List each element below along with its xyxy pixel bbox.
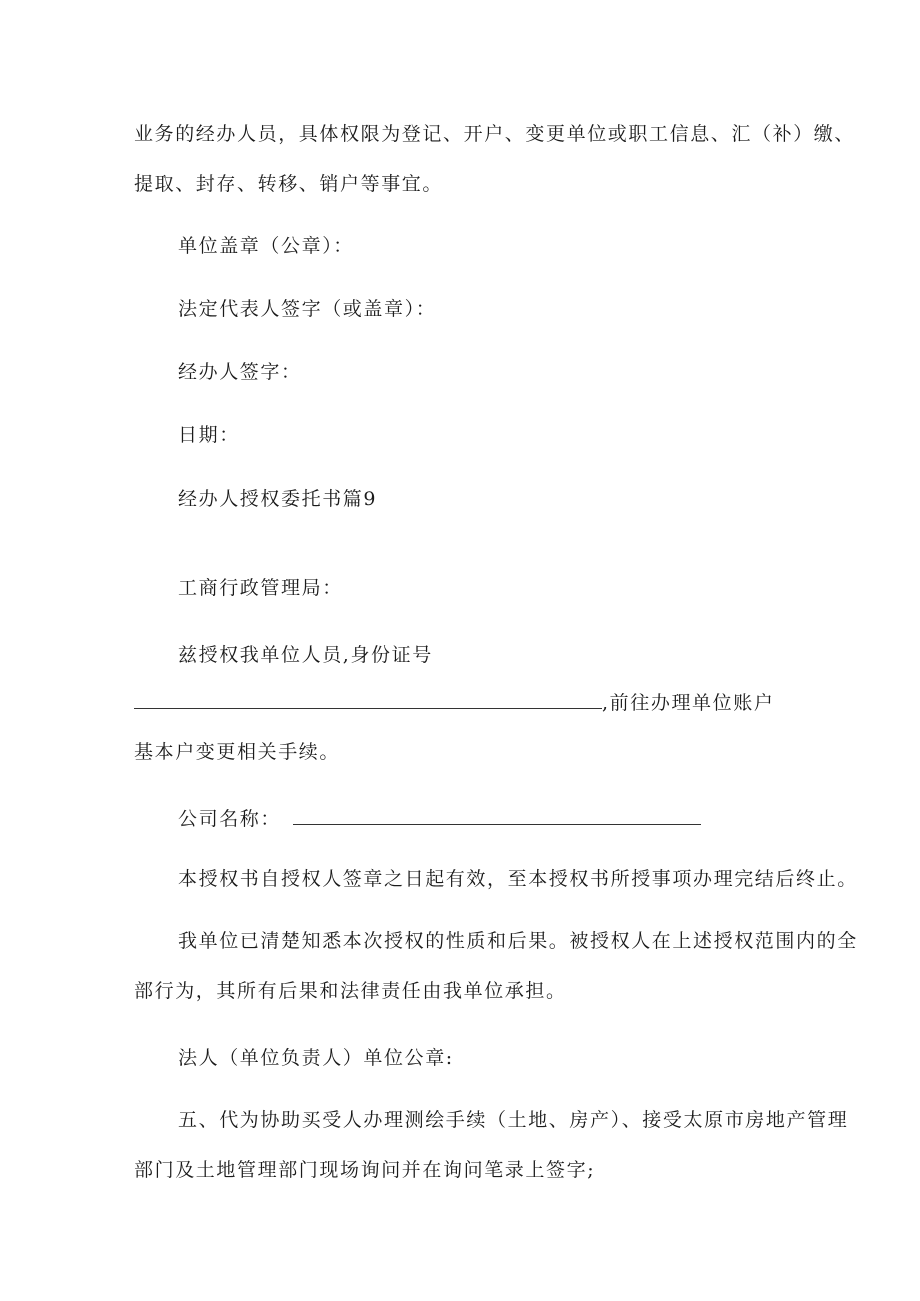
company-name-row	[178, 806, 701, 831]
section-heading: 经办人授权委托书篇9	[178, 488, 378, 510]
liability-clause-line: 部行为，其所有后果和法律责任由我单位承担。	[134, 980, 567, 1002]
id-number-blank	[134, 690, 602, 709]
validity-clause: 本授权书自授权人签章之日起有效，至本授权书所授事项办理完结后终止。	[178, 868, 858, 890]
item-five-line: 部门及土地管理部门现场询问并在询问笔录上签字;	[134, 1159, 596, 1181]
item-five-line: 五、代为协助买受人办理测绘手续（土地、房产）、接受太原市房地产管理	[178, 1109, 849, 1131]
liability-clause-line: 我单位已清楚知悉本次授权的性质和后果。被授权人在上述授权范围内的全	[178, 930, 858, 952]
authorization-text: 兹授权我单位人员,身份证号	[178, 644, 433, 666]
body-text-line: 业务的经办人员，具体权限为登记、开户、变更单位或职工信息、汇（补）缴、	[134, 123, 856, 145]
legal-person-seal-label: 法人（单位负责人）单位公章:	[178, 1047, 454, 1069]
company-seal-label: 单位盖章（公章）：	[178, 235, 354, 257]
agent-signature-label: 经办人签字：	[178, 361, 302, 383]
legal-rep-signature-label: 法定代表人签字（或盖章）：	[178, 298, 437, 320]
company-name-label: 公司名称：	[178, 808, 282, 830]
company-name-blank	[293, 806, 701, 825]
body-text-line: 基本户变更相关手续。	[134, 741, 341, 763]
authorization-tail: ,前往办理单位账户	[602, 692, 775, 714]
date-label: 日期：	[178, 424, 240, 446]
authorization-text-continued	[134, 690, 774, 715]
body-text-line: 提取、封存、转移、销户等事宜。	[134, 173, 444, 195]
addressee: 工商行政管理局：	[178, 577, 343, 599]
